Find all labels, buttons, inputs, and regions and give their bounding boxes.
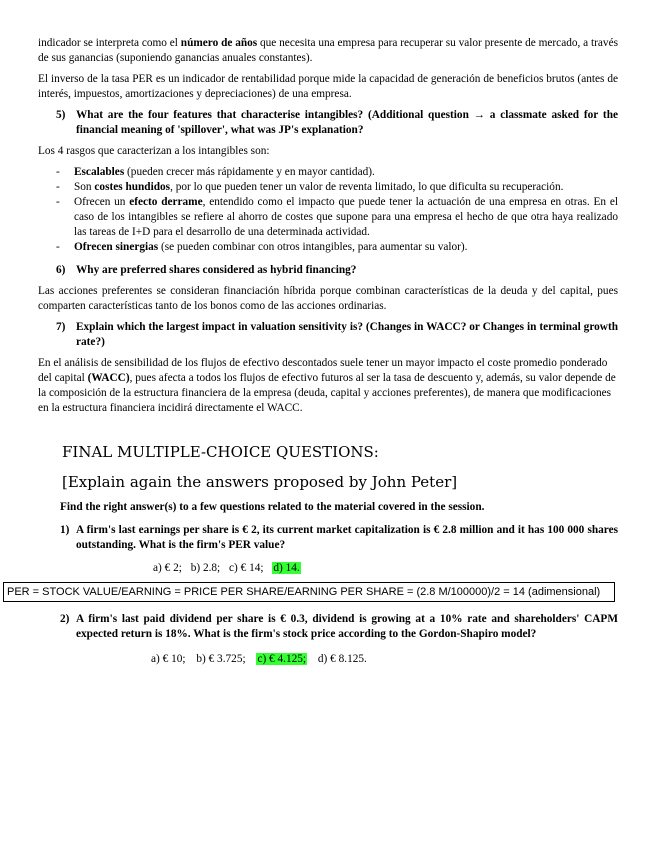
paragraph-rasgos-intro: Los 4 rasgos que caracterizan a los intangibles son: bbox=[38, 145, 270, 157]
list-item: - Ofrecen sinergias (se pueden combinar con otros intangibles, para aumentar su valor). bbox=[56, 241, 468, 253]
list-item: - Son costes hundidos, por lo que pueden tener un valor de reventa limitado, lo que dificulta su recuperación. bbox=[56, 181, 564, 193]
option-b: b) € 3.725; bbox=[196, 653, 246, 665]
paragraph-preferred-shares: Las acciones preferentes se consideran financiación híbrida porque combinan características de la deuda y del capital, pues comparten características tanto de los bonos como de las acciones ordinarias. bbox=[38, 285, 618, 312]
mcq-2-options bbox=[151, 652, 618, 667]
paragraph-wacc: En el análisis de sensibilidad de los flujos de efectivo descontados suele tener un mayor impacto el coste promedio ponderado del capital (WACC), pues afecta a todos los flujos de efectivo futuros al ser la tasa de descuento y, además, su valor depende de la composición de la estructura financiera de la empresa (deuda, capital y acciones preferentes), de manera que modificaciones en la estructura financiera incidirá directamente el WACC. bbox=[38, 357, 616, 414]
question-7: 7) Explain which the largest impact in valuation sensitivity is? (Changes in WACC? or Changes in terminal growth rate?) bbox=[56, 321, 618, 348]
question-5: 5) What are the four features that characterise intangibles? (Additional question → a classmate asked for the financial meaning of 'spillover', what was JP's explanation? bbox=[56, 109, 618, 136]
mcq-question-2: 2) A firm's last paid dividend per share is € 0.3, dividend is growing at a 10% rate and shareholders' CAPM expected return is 18%. What is the firm's stock price according to the Gordon-Shapiro model? bbox=[60, 613, 618, 640]
mcq-1-answer-box: PER = STOCK VALUE/EARNING = PRICE PER SHARE/EARNING PER SHARE = (2.8 M/100000)/2 = 14 (adimensional) bbox=[3, 582, 615, 602]
section-heading-mcq: FINAL MULTIPLE-CHOICE QUESTIONS: bbox=[62, 443, 379, 461]
option-c-highlighted: c) € 4.125; bbox=[257, 653, 307, 665]
section-subheading: [Explain again the answers proposed by John Peter] bbox=[62, 473, 458, 491]
mcq-intro: Find the right answer(s) to a few questions related to the material covered in the session. bbox=[60, 501, 485, 513]
paragraph-per-definition: indicador se interpreta como el número de años que necesita una empresa para recuperar su valor presente de mercado, a través de sus ganancias (suponiendo ganancias anuales constantes). bbox=[38, 37, 618, 64]
option-b: b) 2.8; bbox=[190, 562, 221, 574]
mcq-1-options bbox=[153, 561, 618, 576]
question-6: 6) Why are preferred shares considered as hybrid financing? bbox=[56, 264, 357, 276]
list-item: - Escalables (pueden crecer más rápidamente y en mayor cantidad). bbox=[56, 166, 375, 178]
list-item: - Ofrecen un efecto derrame, entendido como el impacto que puede tener la actuación de una empresa en otras. En el caso de los intangibles se refiere al ahorro de costes que supone para una empresa el hecho de que otra haya realizado las tareas de I+D para el desarrollo de una determinada actividad. bbox=[56, 196, 618, 238]
option-d-highlighted: d) 14. bbox=[273, 562, 300, 574]
option-a: a) € 10; bbox=[151, 653, 186, 665]
paragraph-per-inverse: El inverso de la tasa PER es un indicador de rentabilidad porque mide la capacidad de generación de beneficios brutos (antes de interés, impuestos, amortizaciones y depreciaciones) de una empresa. bbox=[38, 73, 618, 100]
intangibles-features-list bbox=[38, 165, 618, 255]
option-c: c) € 14; bbox=[229, 562, 264, 574]
mcq-question-1: 1) A firm's last earnings per share is € 2, its current market capitalization is € 2.8 million and it has 100 000 shares outstanding. What is the firm's PER value? bbox=[60, 524, 618, 551]
option-a: a) € 2; bbox=[153, 562, 182, 574]
document-page bbox=[7, 36, 618, 667]
option-d: d) € 8.125. bbox=[317, 653, 367, 665]
